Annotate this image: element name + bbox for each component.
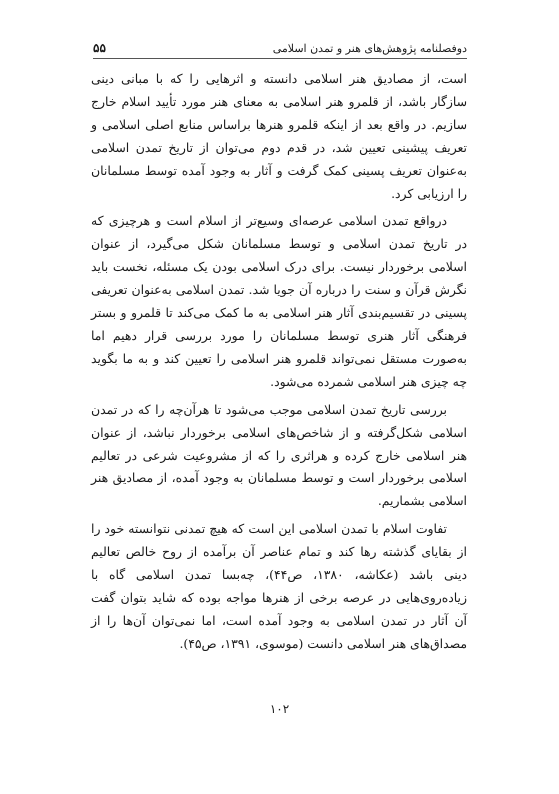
paragraph-2: درواقع تمدن اسلامی عرصه‌ای وسیع‌تر از اسلام است و هرچیزی که در تاریخ تمدن اسلامی و توسط مسلمانان شکل می‌گیرد، از عنوان اسلامی برخوردار نیست. برای درک اسلامی بودن یک مسئله، نخست باید نگرش قرآن و سنت را درباره آن جویا شد. تمدن اسلامی به‌عنوان تعریفی پسینی در تقسیم‌بندی آثار هنر اسلامی به ما کمک می‌کند تا قلمرو و بستر فرهنگی آثار هنری توسط مسلمانان را مورد بررسی قرار دهیم اما به‌صورت مستقل نمی‌تواند قلمرو هنر اسلامی را تعیین کند و به ما بگوید چه چیزی هنر اسلامی شمرده می‌شود.: [91, 213, 467, 389]
paragraph-3: بررسی تاریخ تمدن اسلامی موجب می‌شود تا هرآن‌چه را که در تمدن اسلامی شکل‌گرفته و از شاخص‌های اسلامی برخوردار نباشد، از عنوان هنر اسلامی خارج کرده و هراثری را که از مشروعیت شرعی در تعالیم اسلامی برخوردار است و توسط مسلمانان به وجود آمده، از مصادیق هنر اسلامی بشماریم.: [91, 401, 467, 509]
page-footer: [0, 702, 559, 716]
header-divider: [93, 58, 467, 59]
running-header: [93, 38, 467, 58]
body-text: [91, 68, 467, 661]
paragraph-4: تفاوت اسلام با تمدن اسلامی این است که هیچ تمدنی نتوانسته خود را از بقایای گذشته رها کند و تمام عناصر آن برآمده از روح خالص تعالیم دینی باشد (عکاشه، ۱۳۸۰، ص۴۴)، چه‌بسا تمدن اسلامی گاه با زیاده‌روی‌هایی در عرصه برخی از هنرها مواجه بوده که شاید بتوان گفت آن آثار در تمدن اسلامی به وجود آمده است، اما نمی‌توان آن‌ها را از مصداق‌های هنر اسلامی دانست (موسوی، ۱۳۹۱، ص۴۵).: [91, 521, 467, 651]
paragraph-1: است، از مصادیق هنر اسلامی دانسته و اثرهایی را که با مبانی دینی سازگار باشد، از قلمرو هنر اسلامی به معنای هنر مورد تأیید اسلام خارج سازیم. در واقع بعد از اینکه قلمرو هنرها براساس منابع اصلی اسلامی و تعریف پیشینی تعیین شد، در قدم دوم می‌توان از تاریخ تمدن اسلامی به‌عنوان تعریف پسینی کمک گرفت و آثار به وجود آمده توسط مسلمانان را ارزیابی کرد.: [91, 71, 467, 201]
footer-page-number: ۱۰۲: [269, 702, 290, 716]
header-page-number: ۵۵: [93, 41, 106, 55]
running-title: دوفصلنامه پژوهش‌های هنر و تمدن اسلامی: [272, 41, 467, 55]
